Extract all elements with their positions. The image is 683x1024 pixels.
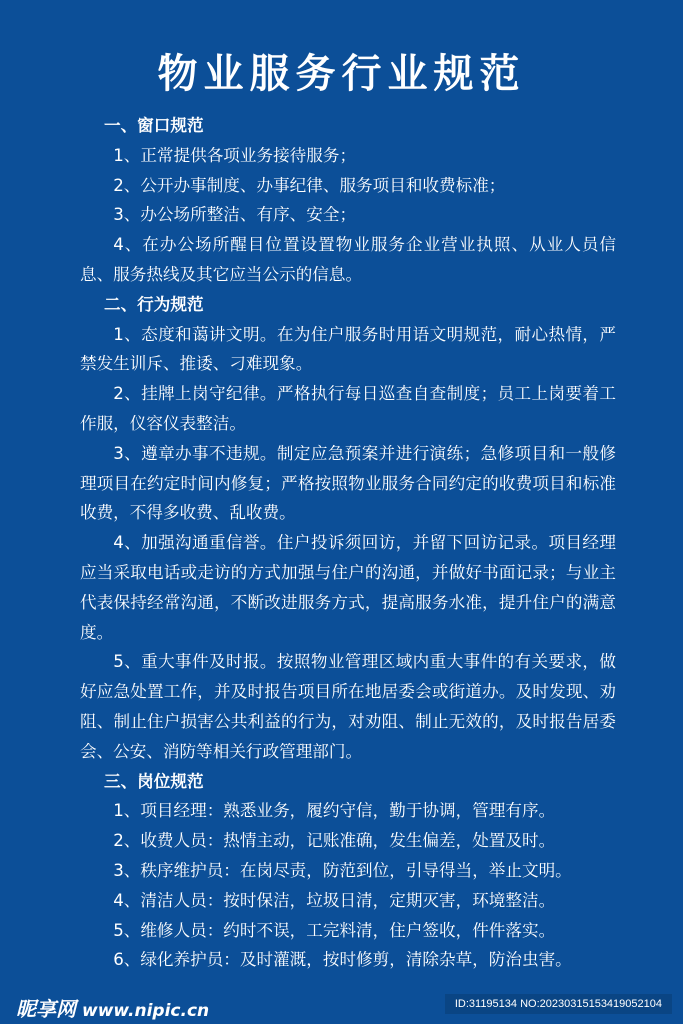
document-body — [80, 111, 616, 975]
rule-item: 3、办公场所整洁、有序、安全； — [113, 205, 357, 225]
image-id-label: ID:31195134 NO:20230315153419052104 — [445, 994, 672, 1014]
rule-item: 4、在办公场所醒目位置设置物业服务企业营业执照、从业人员信息、服务热线及其它应当公示的信息。 — [80, 235, 616, 284]
rule-item: 5、维修人员：约时不误，工完料清，住户签收，件件落实。 — [113, 920, 556, 940]
section-heading: 三、岗位规范 — [104, 771, 204, 791]
rule-item: 5、重大事件及时报。按照物业管理区域内重大事件的有关要求，做好应急处置工作，并及时报告项目所在地居委会或街道办。及时发现、劝阻、制止住户损害公共利益的行为，对劝阻、制止无效的，及时报告居委会、公安、消防等相关行政管理部门。 — [80, 652, 616, 761]
rule-item: 3、秩序维护员：在岗尽责，防范到位，引导得当，举止文明。 — [113, 860, 572, 880]
section-heading: 二、行为规范 — [104, 294, 204, 314]
site-url: www.nipic.cn — [82, 1001, 210, 1021]
rule-item: 2、挂牌上岗守纪律。严格执行每日巡查自查制度；员工上岗要着工作服，仪容仪表整洁。 — [80, 384, 616, 433]
rule-item: 1、项目经理：熟悉业务，履约守信，勤于协调，管理有序。 — [113, 801, 556, 821]
rule-item: 1、正常提供各项业务接待服务； — [113, 145, 357, 165]
page-title: 物业服务行业规范 — [157, 51, 526, 97]
rule-item: 6、绿化养护员：及时灌溉，按时修剪，清除杂草，防治虫害。 — [113, 950, 572, 970]
watermark-footer — [0, 985, 683, 1024]
nipic-logo — [16, 993, 209, 1022]
rule-item: 1、态度和蔼讲文明。在为住户服务时用语文明规范，耐心热情，严禁发生训斥、推诿、刁难现象。 — [80, 324, 616, 374]
rule-item: 4、清洁人员：按时保洁，垃圾日清，定期灭害，环境整洁。 — [113, 890, 556, 910]
rule-item: 2、收费人员：热情主动，记账准确，发生偏差，处置及时。 — [113, 831, 556, 851]
logo-text: 昵享网 — [16, 997, 76, 1021]
section-heading: 一、窗口规范 — [104, 116, 204, 135]
rule-item: 2、公开办事制度、办事纪律、服务项目和收费标准； — [113, 175, 506, 195]
rule-item: 3、遵章办事不违规。制定应急预案并进行演练；急修项目和一般修理项目在约定时间内修复；严格按照物业服务合同约定的收费项目和标准收费，不得多收费、乱收费。 — [80, 443, 616, 523]
rule-item: 4、加强沟通重信誉。住户投诉须回访，并留下回访记录。项目经理应当采取电话或走访的方式加强与住户的沟通，并做好书面记录；与业主代表保持经常沟通，不断改进服务方式，提高服务水准，提升住户的满意度。 — [80, 533, 616, 642]
